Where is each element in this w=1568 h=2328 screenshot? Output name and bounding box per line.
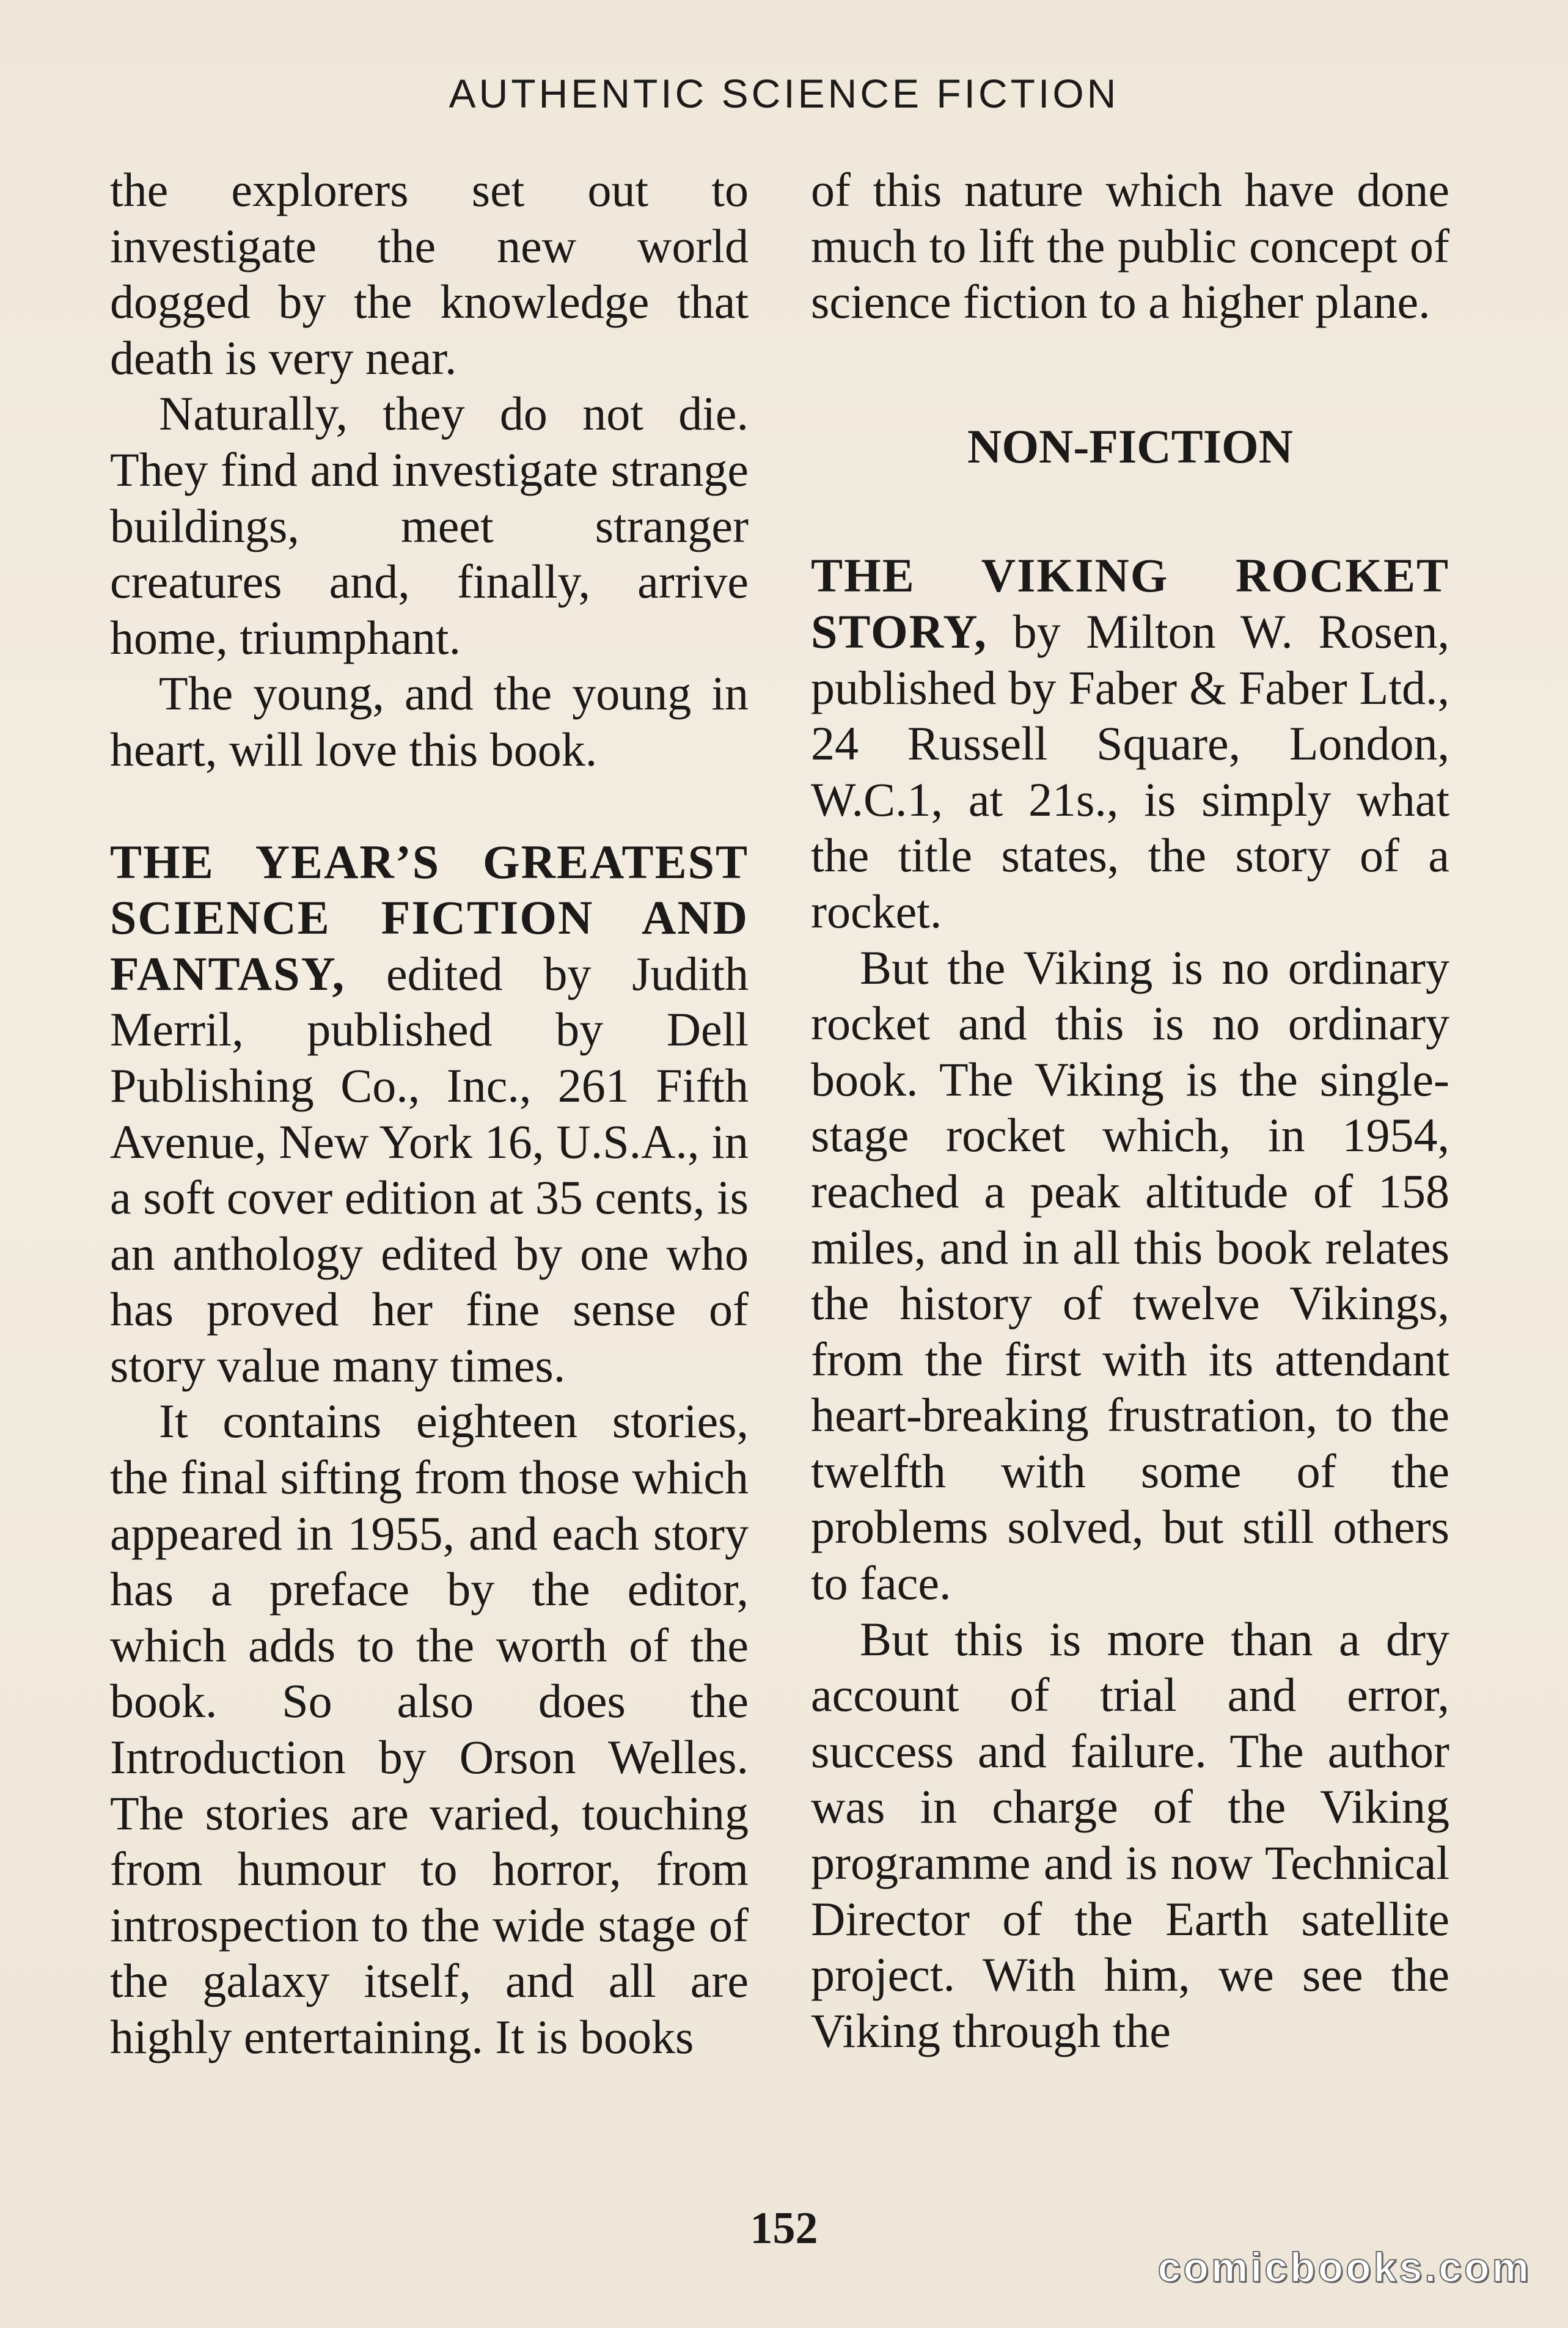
- paragraph: of this nature which have done much to lift the public concept of science fiction to a higher plane.: [811, 163, 1449, 329]
- review-text: edited by Judith Merril, published by Dell Publishing Co., Inc., 261 Fifth Avenue, New York 16, U.S.A., in a soft cover edition at 35 cents, is an anthology edited by one who has proved her fine sense of story value many times.: [110, 946, 749, 1392]
- left-column: [110, 162, 749, 2065]
- paragraph: the explorers set out to investigate the new world dogged by the knowledge that death is very near.: [110, 163, 749, 384]
- paragraph: The young, and the young in heart, will love this book.: [110, 667, 749, 776]
- paragraph: But the Viking is no ordinary rocket and this is no ordinary book. The Viking is the single-stage rocket which, in 1954, reached a peak altitude of 158 miles, and in all this book relates the history of twelve Vikings, from the first with its attendant heart-breaking frustration, to the twelfth with some of the problems solved, but still others to face.: [811, 940, 1449, 1610]
- page-number: 152: [750, 2203, 818, 2253]
- paragraph-gap: [110, 778, 749, 834]
- section-heading: NON-FICTION: [967, 419, 1293, 473]
- watermark: comicbooks.com: [1157, 2244, 1531, 2291]
- running-head: AUTHENTIC SCIENCE FICTION: [449, 71, 1119, 116]
- paragraph: It contains eighteen stories, the final sifting from those which appeared in 1955, and each story has a preface by the editor, which adds to the worth of the book. So also does the Introduction by Orson Welles. The stories are varied, touching from humour to horror, from introspection to the wide stage of the galaxy itself, and all are highly entertaining. It is books: [110, 1394, 749, 2063]
- paragraph: But this is more than a dry account of trial and error, success and failure. The author was in charge of the Viking programme and is now Technical Director of the Earth satellite project. With him, we see the Viking through the: [811, 1612, 1449, 2057]
- paragraph: Naturally, they do not die. They find and investigate strange buildings, meet stranger creatures and, finally, arrive home, triumphant.: [110, 387, 749, 664]
- review-text: by Milton W. Rosen, published by Faber & Faber Ltd., 24 Russell Square, London, W.C.1, at 21s., is simply what the title states, the story of a rocket.: [811, 604, 1449, 938]
- review-paragraph: [811, 547, 1449, 939]
- right-column: [811, 162, 1449, 2059]
- book-title: THE VIKING ROCKET STORY,: [811, 549, 1449, 658]
- review-paragraph: [110, 834, 749, 1394]
- book-title: THE YEAR’S GREATEST SCIENCE FICTION AND FANTASY,: [110, 835, 749, 1000]
